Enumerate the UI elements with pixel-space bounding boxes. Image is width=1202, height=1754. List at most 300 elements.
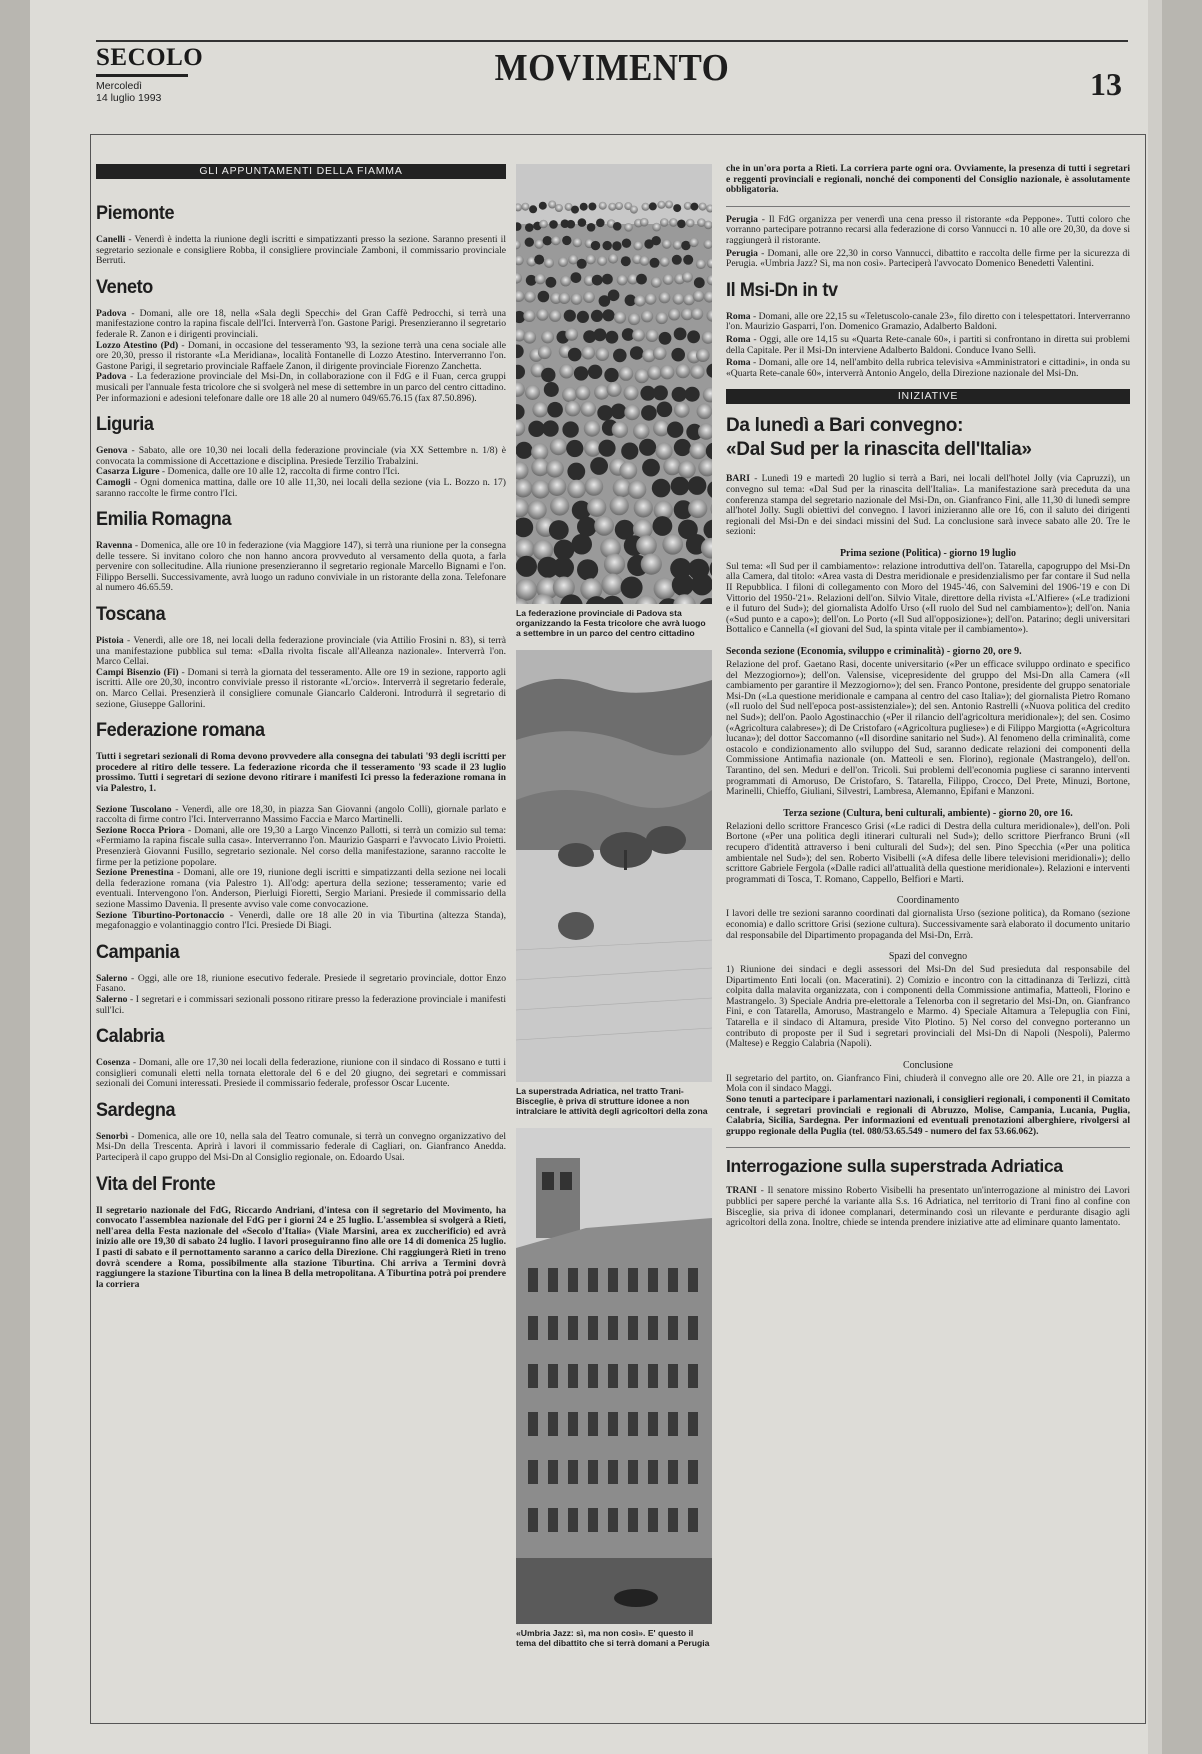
crowd-head — [577, 311, 589, 323]
crowd-head — [654, 578, 676, 600]
crowd-head — [641, 405, 657, 421]
crowd-head — [568, 255, 578, 265]
crowd-head — [613, 349, 627, 363]
crowd-head — [549, 220, 558, 229]
crowd-head — [660, 365, 674, 379]
crowd-head — [588, 203, 596, 211]
crowd-head — [581, 346, 595, 360]
palazzo-window — [628, 1460, 638, 1484]
conclusion-title: Conclusione — [903, 1059, 953, 1071]
crowd-head — [549, 520, 569, 540]
item-lead: Camogli — [96, 476, 131, 488]
crowd-head — [657, 201, 665, 209]
crowd-head — [668, 308, 680, 320]
item-lead: Genova — [96, 445, 128, 457]
palazzo-window — [648, 1364, 658, 1388]
palazzo-illustration — [516, 1128, 712, 1624]
crowd-head — [690, 203, 698, 211]
region-heading: Piemonte — [96, 203, 175, 224]
palazzo-window — [608, 1268, 618, 1292]
crowd-head — [682, 272, 693, 283]
crowd-head — [516, 442, 533, 459]
crowd-head — [549, 310, 561, 322]
crowd-head — [523, 310, 535, 322]
crowd-head — [531, 480, 550, 499]
region-heading: Emilia Romagna — [96, 509, 232, 531]
appointment-item — [96, 826, 506, 868]
palazzo-window — [588, 1412, 598, 1436]
crowd-head — [598, 440, 615, 457]
crowd-head — [615, 202, 623, 210]
crowd-head — [544, 382, 559, 397]
crowd-head — [564, 310, 576, 322]
crowd-head — [516, 556, 537, 577]
item-lead: Senorbì — [96, 1130, 128, 1142]
palazzo-window — [548, 1316, 558, 1340]
crowd-head — [619, 366, 633, 380]
palazzo-window — [628, 1364, 638, 1388]
region-heading: Toscana — [96, 604, 166, 626]
crowd-head — [628, 480, 647, 499]
appointments-banner: GLI APPUNTAMENTI DELLA FIAMMA — [96, 164, 506, 179]
item-lead: Ravenna — [96, 540, 133, 552]
item-lead: TRANI — [726, 1185, 757, 1197]
crowd-head — [521, 203, 529, 211]
spaces-title: Spazi del convegno — [888, 951, 968, 963]
palazzo-window — [668, 1460, 678, 1484]
item-text: - Domenica, dalle ore 10 alle 12, raccolta di firme contro l'Ici. — [159, 466, 400, 478]
crowd-head — [673, 204, 681, 212]
palazzo-window — [648, 1316, 658, 1340]
crowd-head — [640, 218, 649, 227]
crowd-head — [642, 203, 650, 211]
crowd-head — [672, 255, 682, 265]
headline-line-2: «Dal Sud per la rinascita dell'Italia» — [726, 439, 1032, 461]
crowd-head — [577, 559, 598, 580]
crowd-head — [653, 385, 668, 400]
palazzo-window — [668, 1508, 678, 1532]
crowd-head — [660, 257, 670, 267]
crowd-head — [696, 259, 706, 269]
palazzo-window — [648, 1508, 658, 1532]
crowd-head — [594, 516, 614, 536]
section-3-title: Terza sezione (Cultura, beni culturali, ambiente) - giorno 20, ore 16. — [783, 807, 1073, 819]
crowd-head — [624, 405, 640, 421]
crowd-head — [594, 328, 607, 341]
initiatives-banner: INIZIATIVE — [726, 389, 1130, 404]
masthead — [96, 40, 1128, 106]
crowd-head — [686, 219, 695, 228]
crowd-head — [647, 366, 661, 380]
conference-intro — [726, 474, 1130, 538]
appointment-item — [96, 446, 506, 467]
palazzo-window — [648, 1412, 658, 1436]
crowd-head — [628, 313, 640, 325]
crowd-head — [656, 312, 668, 324]
crowd-head — [621, 443, 638, 460]
palazzo-window — [548, 1508, 558, 1532]
continued-text: che in un'ora porta a Rieti. La corriera parte ogni ora. Ovviamente, la presenza di tutti i segretari e reggenti provinciali e regionali, nonché dei componenti del Consiglio nazionale, è assolutamente obbligatoria. — [726, 163, 1130, 196]
crowd-head — [597, 405, 613, 421]
crowd-head — [652, 223, 661, 232]
crowd-head — [655, 443, 672, 460]
crowd-head — [573, 238, 582, 247]
crowd-head — [571, 206, 579, 214]
palazzo-window — [628, 1268, 638, 1292]
crowd-head — [653, 420, 669, 436]
crowd-head — [653, 346, 667, 360]
crowd-head — [590, 457, 608, 475]
crowd-head — [543, 236, 552, 245]
crowd-head — [539, 220, 548, 229]
crowd-head — [659, 332, 672, 345]
crowd-head — [634, 498, 653, 517]
item-text: - Domani, alle ore 14, nell'ambito della rubrica televisiva «Amministratori e cittadini», in onda su «Quarta Rete-canale 60», interverrà Antonio Angelo, della Direzione nazionale del Msi-Dn. — [726, 357, 1130, 379]
palazzo-window — [528, 1412, 538, 1436]
region-heading: Vita del Fronte — [96, 1173, 216, 1195]
crowd-head — [538, 346, 552, 360]
crowd-head — [659, 292, 671, 304]
crowd-head — [663, 458, 681, 476]
palazzo-window — [588, 1316, 598, 1340]
palazzo-window — [648, 1460, 658, 1484]
appointment-item — [96, 911, 506, 932]
item-text: - Sabato, alle ore 10,30 nei locali della federazione provinciale (via XX Settembre n. 1/8) è convocata la commissione di Accettazione e disciplina. Presiede Terzilio Trabalzini. — [96, 445, 506, 467]
crowd-head — [584, 420, 600, 436]
item-lead: Pistoia — [96, 635, 124, 647]
crowd-head — [539, 202, 547, 210]
crowd-illustration — [516, 164, 712, 604]
crowd-head — [621, 577, 643, 599]
item-lead: Padova — [96, 307, 127, 319]
crowd-head — [619, 462, 637, 480]
item-lead: Casarza Ligure — [96, 466, 160, 478]
crowd-head — [577, 517, 597, 537]
crowd-head — [608, 254, 618, 264]
palazzo-window — [528, 1316, 538, 1340]
crowd-head — [645, 293, 657, 305]
crowd-head — [673, 293, 685, 305]
crowd-head — [571, 272, 582, 283]
header-rule — [96, 40, 1128, 42]
palazzo-window — [588, 1508, 598, 1532]
palazzo-window — [568, 1316, 578, 1340]
crowd-head — [546, 460, 564, 478]
palazzo-window — [588, 1364, 598, 1388]
crowd-head — [633, 423, 649, 439]
region-heading: Veneto — [96, 276, 153, 298]
region-intro: Il segretario nazionale del FdG, Riccardo Andriani, d'intesa con il segretario del Movimento, ha convocato l'assemblea nazionale del FdG per i giorni 24 e 25 luglio. L'assemblea si svolgerà a Rieti, nell'area della Festa nazionale del «Secolo d'Italia» (Viale Marsini, area ex zuccherificio) ed avrà inizio alle ore 19,30 di sabato 24 luglio. I lavori proseguiranno fino alle ore 14 di domenica 25 luglio. I pasti di sabato e il pernottamento saranno a carico della Direzione. Chi raggiungerà Rieti in treno dovrà scendere a Roma, possibilmente alla stazione Tiburtina. Chi arriva a Termini dovrà raggiungere la stazione Tiburtina con la linea B della metropolitana. A Tiburtina potrà poi prendere la corriera — [96, 1204, 506, 1290]
item-lead: Salerno — [96, 993, 128, 1005]
crowd-head — [578, 218, 587, 227]
crowd-head — [525, 385, 540, 400]
left-column — [96, 164, 506, 1300]
crowd-head — [674, 328, 687, 341]
crowd-head — [650, 258, 660, 268]
appointment-item — [96, 372, 506, 404]
palazzo-window — [688, 1268, 698, 1292]
crowd-head — [665, 201, 673, 209]
appointment-item — [96, 541, 506, 594]
crowd-head — [562, 421, 578, 437]
coordination-title: Coordinamento — [896, 895, 960, 907]
appointment-item — [96, 1132, 506, 1164]
crowd-head — [614, 311, 626, 323]
crowd-head — [524, 291, 536, 303]
appointment-item — [96, 995, 506, 1016]
crowd-head — [538, 291, 550, 303]
crowd-head — [542, 420, 558, 436]
appointment-item — [96, 868, 506, 910]
item-text: - Domenica, alle ore 10 in federazione (via Maggiore 147), si terrà una riunione per la consegna delle tessere. Si invitano coloro che non hanno ancora provveduto al versamento della quota, a farla pervenire con sollecitudine. Alla riunione presenzieranno il segretario regionale Marcello Bignami e l'on. Filippo Berselli. Successivamente, avrà luogo un raduno conviviale in un ristorante della zona. Telefonare al numero 46.65.59. — [96, 540, 506, 594]
crowd-head — [662, 534, 683, 555]
palazzo-window — [688, 1460, 698, 1484]
section-2-text: Relazione del prof. Gaetano Rasi, docente universitario («Per un efficace sviluppo ordinato e specifico del Mezzogiorno»); dell'on. Valensise, vicepresidente del gruppo del Msi-Dn alla Camera («Il cambiamento per garantire il Mezzogiorno»); del sen. Franco Pontone, presidente del gruppo senatoriale Msi-Dn («La questione meridionale e campana al centro del caso Italia»); del giornalista Pietro Romano («Il ruolo del Sud nell'epoca post-assistenziale»); del sen. Antonio Rastrelli («Nuova politica del credito nel Sud»); dell'on. Paolo Agostinacchio («Per il rilancio dell'agricoltura meridionale»); del sen. Cosimo («Agricoltura calabrese»); di De Cristofaro («Agricoltura pugliese») e di Filippo Margiotta («Agricoltura lucana»); del dottor Saccomanno («Il disordine sanitario nel Sud»). Al fenomeno della criminalità, come ostacolo e condizionamento allo sviluppo del Sud, saranno dedicate relazioni dei componenti della Commissione Antimafia nazionale (on. Matteoli e sen. Florino), regionale (Mastrangelo), dell'on. Tarantino, del sen. Meduri e dell'on. Tricoli. Sui problemi dell'economia pugliese ci saranno interventi programmati di Amoruso, De Cristofaro, S. Tatarella, Filippo, Crocco, Del Prete, Minuzi, Bortone, Marinelli, Chieffo, Giuliani, Silvestri, Lambresa, Alemanno, Epifani e Manzoni. — [726, 659, 1130, 798]
crowd-head — [591, 241, 600, 250]
page-edge — [1148, 0, 1162, 1754]
crowd-head — [674, 439, 691, 456]
item-text: - Domani, alle ore 22,15 su «Teletuscolo-canale 23», filo diretto con i telespettatori. Interverranno l'on. Maurizio Gasparri, l'on. Domenico Gramazio, Adalberto Baldoni. — [726, 310, 1130, 333]
palazzo-window — [688, 1364, 698, 1388]
crowd-head — [534, 255, 544, 265]
crowd-head — [571, 534, 592, 555]
crowd-head — [596, 219, 605, 228]
crowd-head — [568, 348, 582, 362]
crowd-head — [575, 385, 590, 400]
item-text: - Domani si terrà la giornata del tesseramento. Alle ore 19 in sezione, rapporto agli iscritti. Alle ore 20,30, incontro conviviale presso il ristorante «L'orcio». Interverrà il segretario federale, on. Marco Cellai. Presenzierà il consigliere comunale Giancarlo Calderoni. Introdurrà il segretario di sezione, Giuseppe Gallorini. — [96, 666, 506, 710]
crowd-head — [571, 293, 583, 305]
item-lead: Campi Bisenzio (Fi) — [96, 666, 179, 678]
crowd-head — [560, 276, 571, 287]
crowd-head — [562, 387, 577, 402]
perugia-item — [726, 249, 1130, 270]
crowd-head — [676, 364, 690, 378]
crowd-head — [624, 223, 633, 232]
crowd-head — [565, 401, 581, 417]
crowd-head — [693, 290, 705, 302]
item-text: - Venerdì, dalle ore 18 alle 20 in via Tiburtina (altezza Standa), megafonaggio e volantinaggio contro l'Ici. Presiede Di Biagi. — [96, 909, 506, 932]
appointment-item — [96, 309, 506, 341]
crowd-head — [516, 579, 537, 601]
palazzo-window — [628, 1508, 638, 1532]
palazzo-window — [608, 1316, 618, 1340]
item-lead: Lozzo Atestino (Pd) — [96, 339, 179, 351]
crowd-head — [565, 328, 578, 341]
crowd-head — [683, 255, 693, 265]
palazzo-window — [548, 1364, 558, 1388]
crowd-head — [529, 205, 537, 213]
region-heading: Sardegna — [96, 1099, 176, 1121]
appointment-item — [96, 478, 506, 499]
crowd-head — [688, 476, 707, 495]
palazzo-window — [588, 1268, 598, 1292]
newspaper-logo: SECOLO — [96, 44, 204, 71]
crowd-head — [562, 236, 571, 245]
crowd-head — [580, 401, 596, 417]
crowd-head — [528, 500, 547, 519]
crowd-head — [586, 254, 596, 264]
palazzo-window — [528, 1268, 538, 1292]
appointment-item — [96, 235, 506, 267]
crowd-photo — [516, 164, 712, 604]
interrogation-text — [726, 1186, 1130, 1228]
crowd-head — [613, 222, 622, 231]
item-text: - Oggi, alle ore 14,15 su «Quarta Rete-canale 60», i partiti si confrontano in diretta sui problemi della Capitale. Per il Msi-Dn interviene Adalberto Baldoni. Conduce Ivano Sellì. — [726, 333, 1130, 356]
section-title: MOVIMENTO — [494, 47, 730, 89]
palazzo-window — [628, 1316, 638, 1340]
crowd-head — [588, 365, 602, 379]
crowd-head — [583, 291, 595, 303]
crowd-head — [596, 347, 610, 361]
crowd-head — [604, 368, 618, 382]
crowd-head — [541, 368, 555, 382]
crowd-head — [544, 258, 554, 268]
crowd-head — [667, 422, 683, 438]
tv-item — [726, 335, 1130, 356]
crowd-head — [630, 206, 638, 214]
item-text: - Domani, alle ore 17,30 nei locali della federazione, riunione con il sindaco di Rossano e tutti i consiglieri comunali eletti nella tornata elettorale del 6 e del 20 giugno, dei segretari e commissari sezionali dei Comuni interessati. Presiede il commissario federale, professor Oscar Lucente. — [96, 1057, 506, 1090]
item-text: - Oggi, alle ore 18, riunione esecutivo federale. Presiede il segretario provinciale, dottor Enzo Fasano. — [96, 972, 506, 995]
item-lead: Padova — [96, 371, 127, 383]
crowd-head — [555, 204, 563, 212]
photo-caption-adriatica: La superstrada Adriatica, nel tratto Trani-Bisceglie, è priva di strutture idonee a non intralciare le attività degli agricoltori della zona — [516, 1086, 708, 1116]
appointment-item — [96, 636, 506, 668]
palazzo-window — [668, 1316, 678, 1340]
crowd-head — [603, 241, 612, 250]
crowd-head — [608, 290, 620, 302]
crowd-head — [677, 220, 686, 229]
item-text: - Lunedì 19 e martedì 20 luglio si terrà a Bari, nei locali dell'hotel Jolly (via Capruzzi), un convegno sul tema: «Dal Sud per la rinascita dell'Italia». La manifestazione sarà preceduta da una conferenza stampa del segretario nazionale del Msi-Dn, on. Gianfranco Fini, alle 11,30 di lunedì sempre all'hotel Jolly. Sugli obiettivi del convegno. I lavori inizieranno alle ore 16, con il saluto dei dirigenti regionali del Msi-Dn e dei sindaci missini del Sud. La conclusione sarà invece sabato alle 20. Tre le sezioni: — [726, 473, 1130, 538]
tv-heading: Il Msi-Dn in tv — [726, 279, 838, 301]
appointment-item — [96, 1058, 506, 1090]
crowd-head — [672, 574, 694, 596]
item-text: - Domani, alle ore 19, riunione degli iscritti e simpatizzanti della sezione nei locali della federazione romana (via Palestro 1). All'odg: apertura della sezione; tesseramento; varie ed eventuali. Intervengono l'on. Anderson, Pierluigi Fioretti, Sergio Mariani. Presiede il commissario della sezione Massimo Davenia. Il presente avviso vale come convocazione. — [96, 867, 506, 910]
palazzo-window — [608, 1364, 618, 1388]
crowd-head — [691, 308, 703, 320]
appointment-item — [96, 805, 506, 826]
item-text: - La federazione provinciale del Msi-Dn, in collaborazione con il FdG e il Fuan, cerca gruppi musicali per l'annuale festa tricolore che si svolgerà nel mese di settembre in un parco del centro cittadino. Per informazioni e adesioni telefonare dalle ore 18 alle 20 al numero 049/65.76.15 (fax 87.50.896). — [96, 371, 506, 404]
palazzo-window — [528, 1460, 538, 1484]
crowd-head — [657, 402, 673, 418]
crowd-head — [689, 238, 698, 247]
crowd-head — [651, 277, 662, 288]
crowd-head — [587, 498, 606, 517]
palazzo-window — [568, 1268, 578, 1292]
crowd-head — [531, 443, 548, 460]
crowd-head — [612, 241, 621, 250]
crowd-head — [622, 239, 631, 248]
conclusion-notice: Sono tenuti a partecipare i parlamentari nazionali, i consiglieri regionali, i componenti il Comitato centrale, i segretari provinciali e regionali di Abruzzo, Molise, Campania, Lucania, Puglia, Calabria, Sicilia, Sardegna. Per informazioni ed eventuali prenotazioni alberghiere, rivolgersi al gruppo regionale della Puglia (tel. 080/53.65.549 - numero del fax 53.66.062). — [726, 1094, 1130, 1137]
palazzo-window — [668, 1268, 678, 1292]
region-heading: Federazione romana — [96, 720, 265, 742]
item-text: - Il senatore missino Roberto Visibelli ha presentato un'interrogazione al ministro dei Lavori pubblici per sapere perché la variante alla S.s. 16 Adriatica, nel territorio di Trani fino al confine con Bisceglie, sia priva di idonee complanari, determinando così un rilevante e perdurante disagio agli agricoltori della zona. Inoltre, chiede se intenda prendere iniziative atte ad eliminare quanto lamentato. — [726, 1185, 1130, 1229]
perugia-item — [726, 215, 1130, 247]
crowd-head — [580, 203, 588, 211]
crowd-head — [660, 218, 669, 227]
crowd-head — [681, 241, 690, 250]
regional-sections — [96, 203, 506, 1290]
crowd-head — [550, 438, 567, 455]
crowd-head — [559, 364, 573, 378]
crowd-head — [673, 240, 682, 249]
conclusion-text: Il segretario del partito, on. Gianfranco Fini, chiuderà il convegno alle ore 20. Alle ore 21, in piazza a Mola con il sindaco Maggi. — [726, 1072, 1130, 1095]
crowd-head — [696, 348, 710, 362]
crowd-head — [591, 310, 603, 322]
crowd-head — [532, 402, 548, 418]
photo-caption-padova: La federazione provinciale di Padova sta organizzando la Festa tricolore che avrà luogo a settembre in un parco del centro cittadino — [516, 608, 706, 638]
item-lead: Sezione Rocca Priora — [96, 824, 185, 836]
tv-item — [726, 358, 1130, 379]
crowd-head — [634, 295, 646, 307]
crowd-head — [646, 329, 659, 342]
palazzo-window — [608, 1412, 618, 1436]
section-1-title: Prima sezione (Politica) - giorno 19 luglio — [839, 547, 1017, 559]
crowd-head — [612, 422, 628, 438]
landscape-photo — [516, 650, 712, 1082]
weekday: Mercoledì — [96, 80, 143, 92]
crowd-head — [558, 257, 568, 267]
crowd-head — [632, 329, 645, 342]
crowd-head — [697, 404, 712, 420]
palazzo-window — [548, 1460, 558, 1484]
divider — [726, 206, 1130, 207]
crowd-head — [554, 540, 575, 561]
region-heading: Calabria — [96, 1026, 165, 1048]
item-lead: Sezione Tiburtino-Portonaccio — [96, 909, 225, 921]
crowd-head — [690, 365, 704, 379]
item-text: - Il FdG organizza per venerdì una cena presso il ristorante «da Peppone». Tutti coloro che vorranno partecipare potranno recarsi alla federazione di corso Vannucci n. 10 alle ore 20,30, da dove si raggiungerà il ristorante. — [726, 213, 1130, 246]
crowd-head — [553, 557, 574, 578]
crowd-head — [642, 459, 660, 477]
photo-column — [516, 164, 712, 1660]
crowd-head — [663, 274, 674, 285]
crowd-head — [523, 331, 536, 344]
palazzo-window — [668, 1364, 678, 1388]
page-number: 13 — [1090, 66, 1122, 102]
crowd-head — [567, 463, 585, 481]
crowd-head — [641, 554, 662, 575]
palazzo-window — [648, 1268, 658, 1292]
item-lead: Perugia — [726, 213, 758, 225]
palazzo-window — [568, 1460, 578, 1484]
palazzo-window — [688, 1412, 698, 1436]
date: 14 luglio 1993 — [96, 92, 162, 104]
crowd-head — [687, 330, 700, 343]
crowd-head — [599, 202, 607, 210]
crowd-head — [536, 309, 548, 321]
crowd-head — [604, 554, 625, 575]
crowd-head — [688, 499, 707, 518]
crowd-head — [567, 220, 576, 229]
palazzo-window — [528, 1508, 538, 1532]
crowd-head — [641, 310, 653, 322]
item-lead: Sezione Prenestina — [96, 867, 174, 879]
crowd-head — [597, 256, 607, 266]
item-text: - Domani, in occasione del tesseramento '93, la sezione terrà una cena sociale alle ore 20,30, presso il ristorante «La Meridiana», località Fontanelle di Lozzo Atestino. Interverranno l'on. Gastone Parigi, il segretario provinciale Raffaele Zanon, il dirigente provinciale Fiorenzo Zanchetta. — [96, 339, 506, 372]
crowd-head — [551, 236, 560, 245]
crowd-head — [525, 223, 534, 232]
crowd-head — [635, 369, 649, 383]
item-lead: Salerno — [96, 972, 128, 984]
crowd-head — [587, 223, 596, 232]
crowd-head — [607, 382, 622, 397]
item-text: - I segretari e i commissari sezionali possono ritirare presso la federazione provinciale i manifesti sull'Ici. — [96, 993, 506, 1016]
crowd-head — [534, 239, 543, 248]
crowd-head — [547, 402, 563, 418]
crowd-head — [601, 574, 623, 596]
crowd-head — [674, 402, 690, 418]
right-column — [726, 164, 1130, 1239]
